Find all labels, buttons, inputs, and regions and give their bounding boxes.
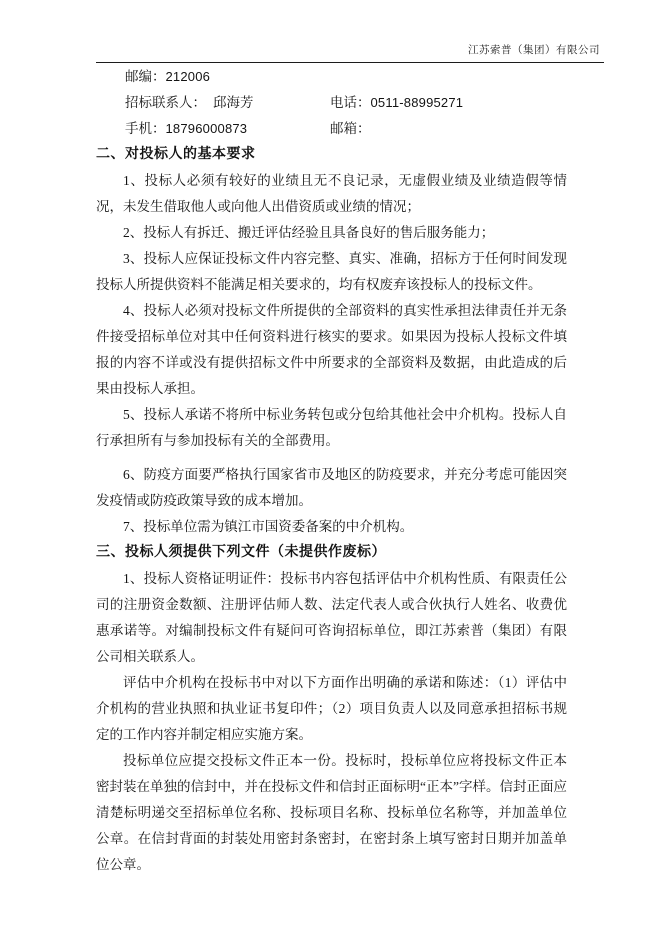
contact-row-mobile-email: [125, 116, 567, 142]
mobile-field: [125, 116, 330, 142]
mobile-label: 手机：: [125, 121, 166, 136]
contact-person-name: 邱海芳: [213, 95, 254, 110]
documents-paragraph-1: 1、投标人资格证明证件：投标书内容包括评估中介机构性质、有限责任公司的注册资金数额、注册评估师人数、法定代表人或合伙执行人姓名、收费优惠承诺等。对编制投标文件有疑问可咨询招标单位，即江苏索普（集团）有限公司相关联系人。: [96, 571, 567, 664]
postcode-value: 212006: [165, 69, 211, 84]
requirement-item-3: 3、投标人应保证投标文件内容完整、真实、准确，招标方于任何时间发现投标人所提供资料不能满足相关要求的，均有权废弃该投标人的投标文件。: [96, 251, 567, 292]
page-header: [96, 0, 604, 63]
section-2-heading: 二、对投标人的基本要求: [96, 147, 256, 162]
contact-row-postcode: [125, 64, 567, 90]
contact-block: [125, 64, 567, 142]
postcode-label: 邮编：: [125, 69, 166, 84]
requirement-item-6: 6、防疫方面要严格执行国家省市及地区的防疫要求，并充分考虑可能因突发疫情或防疫政策导致的成本增加。: [96, 467, 567, 508]
requirement-item-4: 4、投标人必须对投标文件所提供的全部资料的真实性承担法律责任并无条件接受招标单位对其中任何资料进行核实的要求。如果因为投标人投标文件填报的内容不详或没有提供招标文件中所要求的全部资料及数据，由此造成的后果由投标人承担。: [96, 303, 567, 396]
phone-value: 0511-88995271: [370, 95, 464, 110]
mobile-value: 18796000873: [165, 121, 248, 136]
phone-field: [330, 90, 567, 116]
contact-person-field: [125, 90, 330, 116]
contact-row-person-phone: [125, 90, 567, 116]
document-body: [96, 64, 567, 878]
email-field: [330, 116, 567, 142]
requirement-item-1: 1、投标人必须有较好的业绩且无不良记录，无虚假业绩及业绩造假等情况，未发生借取他人或向他人出借资质或业绩的情况；: [96, 173, 567, 214]
email-label: 邮箱：: [330, 121, 371, 136]
section-3-heading: 三、投标人须提供下列文件（未提供作废标）: [96, 545, 386, 560]
documents-paragraph-2: 评估中介机构在投标书中对以下方面作出明确的承诺和陈述：（1）评估中介机构的营业执照和执业证书复印件；（2）项目负责人以及同意承担招标书规定的工作内容并制定相应实施方案。: [96, 675, 567, 742]
postcode-field: [125, 64, 330, 90]
contact-person-label: 招标联系人：: [125, 95, 206, 110]
header-company-name: 江苏索普（集团）有限公司: [468, 45, 600, 56]
phone-label: 电话：: [330, 95, 371, 110]
requirement-item-5: 5、投标人承诺不将所中标业务转包或分包给其他社会中介机构。投标人自行承担所有与参加投标有关的全部费用。: [96, 407, 567, 448]
requirement-item-2: 2、投标人有拆迁、搬迁评估经验且具备良好的售后服务能力；: [123, 225, 495, 240]
documents-paragraph-3: 投标单位应提交投标文件正本一份。投标时，投标单位应将投标文件正本密封装在单独的信封中，并在投标文件和信封正面标明“正本”字样。信封正面应清楚标明递交至招标单位名称、投标项目名称、投标单位名称等，并加盖单位公章。在信封背面的封装处用密封条密封，在密封条上填写密封日期并加盖单位公章。: [96, 753, 567, 872]
requirement-item-7: 7、投标单位需为镇江市国资委备案的中介机构。: [123, 519, 414, 534]
